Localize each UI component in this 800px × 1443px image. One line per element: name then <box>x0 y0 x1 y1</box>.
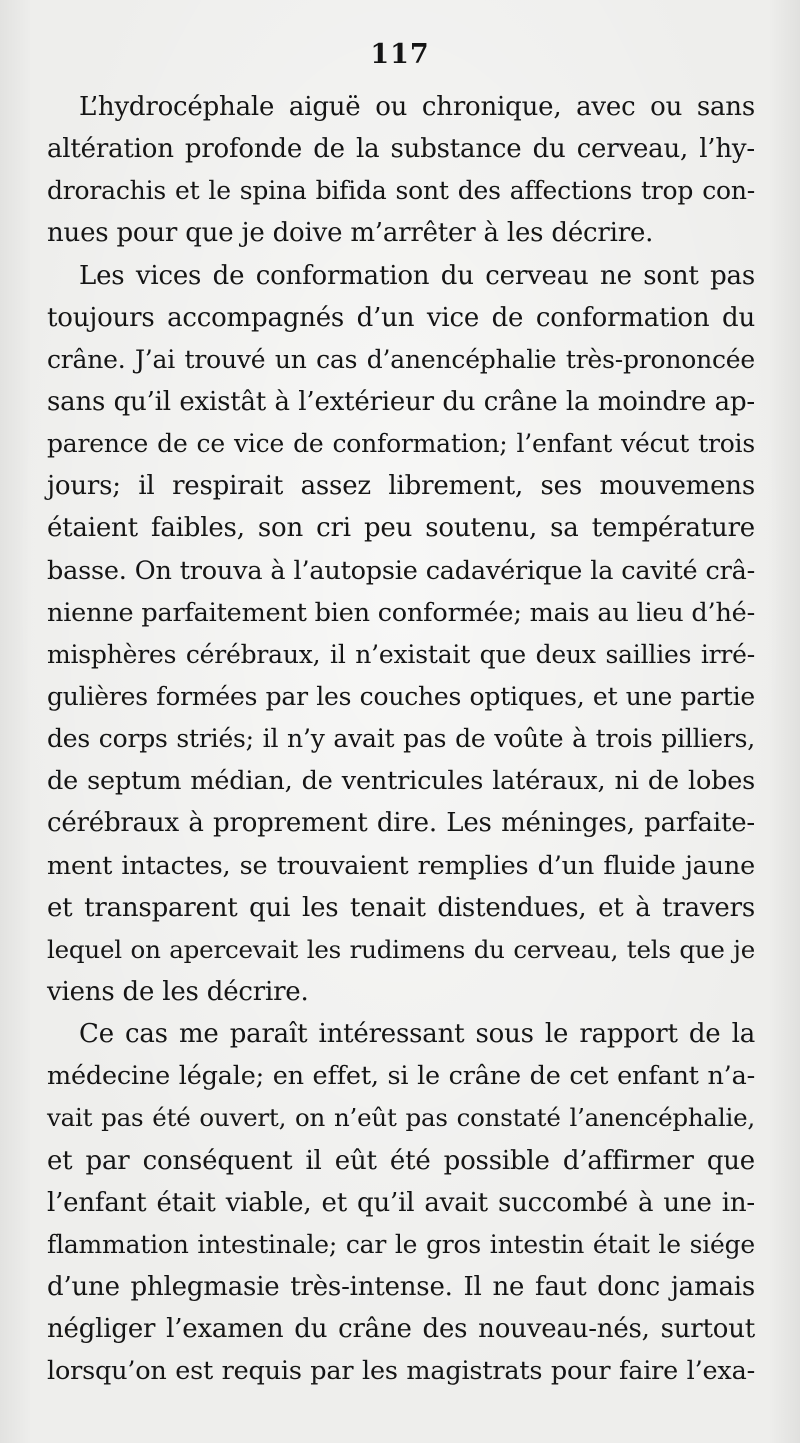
text-line: flammation intestinale; car le gros intestin était le siége <box>47 1229 755 1259</box>
text-line: et par conséquent il eût été possible d’affirmer que <box>47 1145 755 1176</box>
text-line: basse. On trouva à l’autopsie cadavérique la cavité crâ- <box>47 555 755 586</box>
text-line: jours; il respirait assez librement, ses mouvemens <box>47 471 755 502</box>
text-line: lequel on apercevait les rudimens du cerveau, tels que je <box>47 934 755 964</box>
text-line: et transparent qui les tenait distendues, et à travers <box>47 892 755 923</box>
text-line: toujours accompagnés d’un vice de conformation du <box>47 302 755 333</box>
text-line: négliger l’examen du crâne des nouveau-nés, surtout <box>47 1314 755 1345</box>
text-line: lorsqu’on est requis par les magistrats pour faire l’exa- <box>47 1356 755 1387</box>
page-number: 117 <box>370 39 430 70</box>
text-line: sans qu’il existât à l’extérieur du crâne la moindre ap- <box>47 386 755 417</box>
text-line: L’hydrocéphale aiguë ou chronique, avec ou sans <box>79 92 755 122</box>
text-line: l’enfant était viable, et qu’il avait succombé à une in- <box>47 1187 755 1218</box>
text-line: gulières formées par les couches optiques, et une partie <box>47 681 755 711</box>
text-line: nues pour que je doive m’arrêter à les décrire. <box>47 218 654 249</box>
text-line: crâne. J’ai trouvé un cas d’anencéphalie très-prononcée <box>47 344 755 374</box>
text-line: viens de les décrire. <box>47 976 309 1007</box>
text-line: cérébraux à proprement dire. Les méninges, parfaite- <box>47 808 755 839</box>
text-line: vait pas été ouvert, on n’eût pas constaté l’anencéphalie, <box>47 1103 755 1133</box>
text-line: misphères cérébraux, il n’existait que deux saillies irré- <box>47 639 755 669</box>
text-line: altération profonde de la substance du cerveau, l’hy- <box>47 134 755 165</box>
text-line: étaient faibles, son cri peu soutenu, sa température <box>47 513 755 544</box>
text-line: drorachis et le spina bifida sont des affections trop con- <box>47 176 755 206</box>
text-line: d’une phlegmasie très-intense. Il ne faut donc jamais <box>47 1271 755 1302</box>
body-text <box>47 86 755 1392</box>
text-line: parence de ce vice de conformation; l’enfant vécut trois <box>47 429 755 459</box>
text-line: des corps striés; il n’y avait pas de voûte à trois pilliers, <box>47 724 755 754</box>
text-line: Les vices de conformation du cerveau ne sont pas <box>79 260 755 291</box>
text-line: de septum médian, de ventricules latéraux, ni de lobes <box>47 766 755 797</box>
text-line: nienne parfaitement bien conformée; mais au lieu d’hé- <box>47 597 755 628</box>
text-line: médecine légale; en effet, si le crâne de cet enfant n’a- <box>47 1061 755 1092</box>
text-line: ment intactes, se trouvaient remplies d’un fluide jaune <box>47 850 755 881</box>
text-line: Ce cas me paraît intéressant sous le rapport de la <box>79 1019 755 1050</box>
